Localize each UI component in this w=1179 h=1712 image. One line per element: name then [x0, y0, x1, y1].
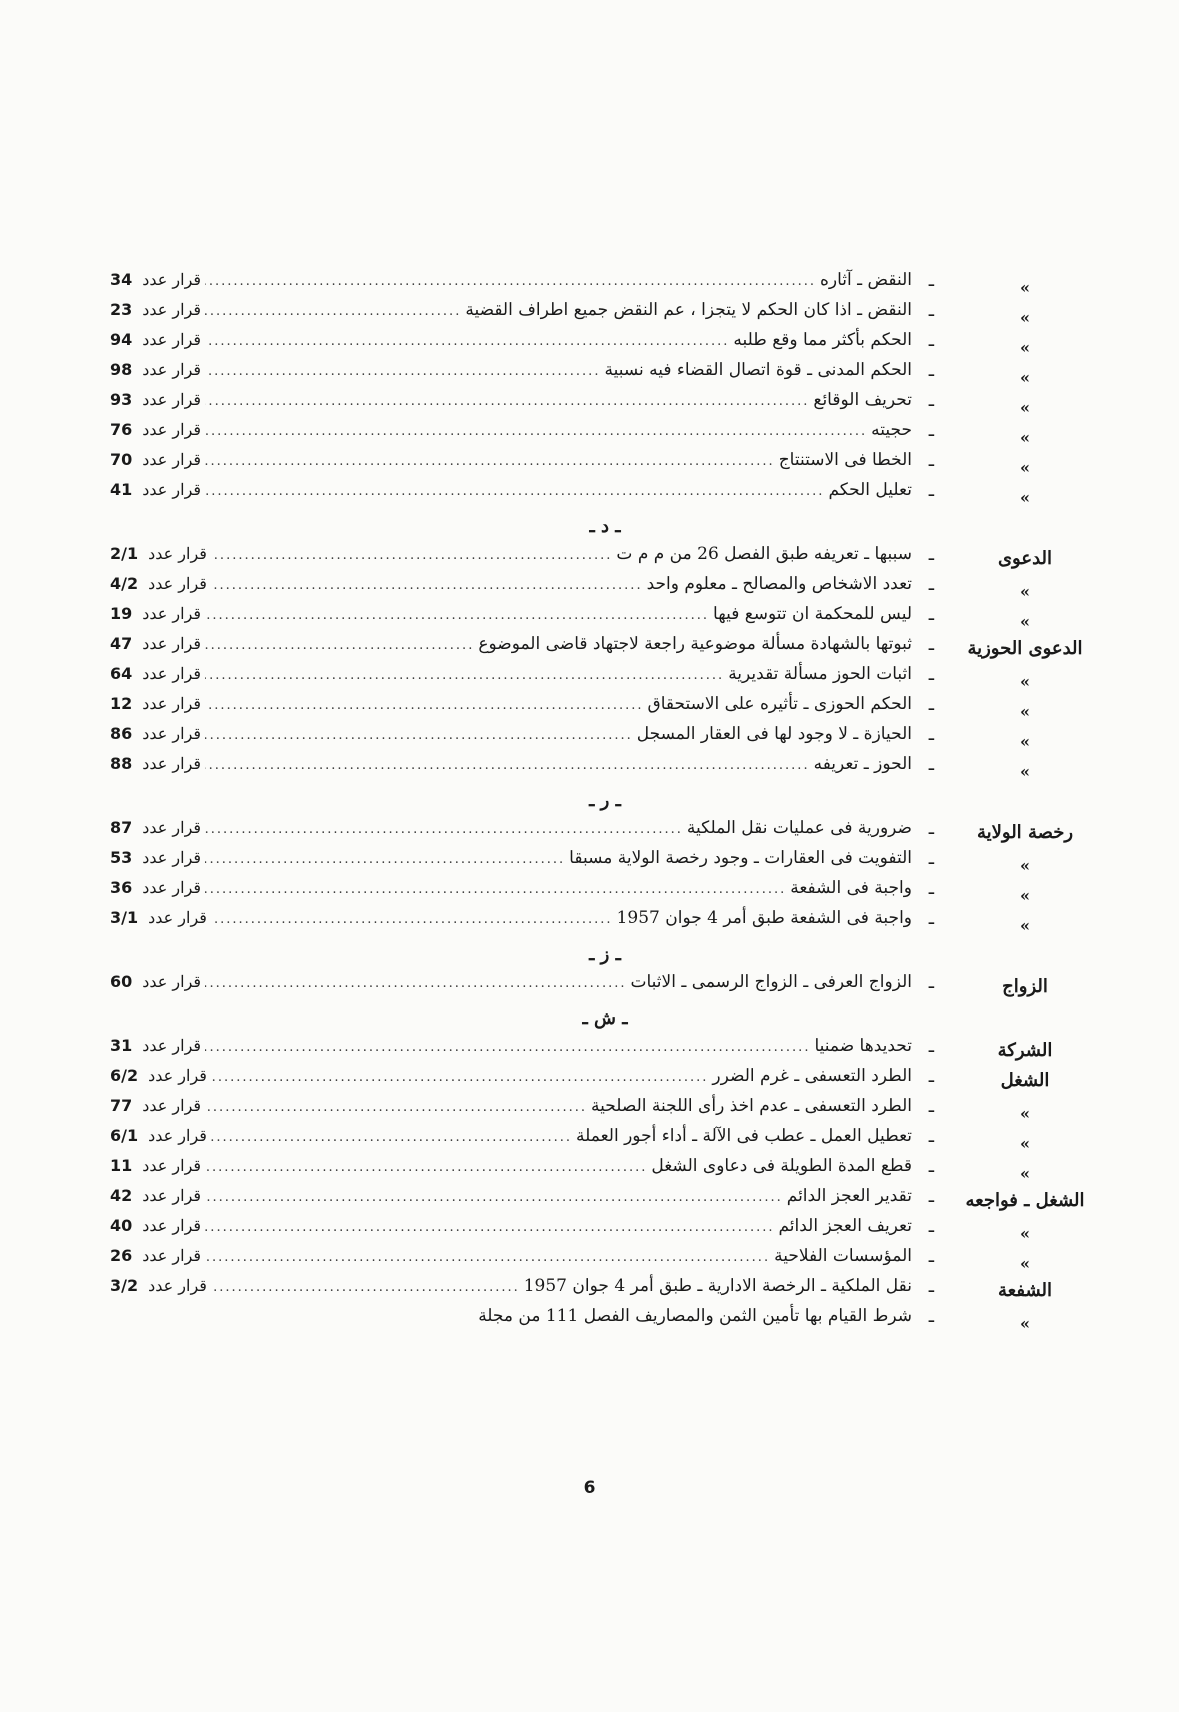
- entry-description: تعليل الحكم: [828, 480, 912, 500]
- decision-reference: [110, 1096, 201, 1115]
- entry-dash: ـ: [928, 1036, 934, 1057]
- entry-body: [110, 1126, 912, 1146]
- entry-description: الحكم المدنى ـ قوة اتصال القضاء فيه نسبية: [604, 360, 912, 380]
- index-entry: [110, 1156, 1090, 1186]
- decision-label: قرار عدد: [142, 664, 202, 683]
- decision-label: قرار عدد: [142, 330, 202, 349]
- decision-number: 6/2: [110, 1066, 139, 1085]
- leader-dots: [205, 1190, 783, 1205]
- section-letter-heading: ـ د ـ: [589, 516, 621, 537]
- entry-description: الطرد التعسفى ـ عدم اخذ رأى اللجنة الصلحية: [591, 1096, 912, 1116]
- index-entry: [110, 1186, 1090, 1216]
- index-term: الدعوى الحوزية: [967, 638, 1083, 659]
- decision-reference: [110, 664, 201, 683]
- entry-body: [110, 300, 912, 320]
- leader-dots: [205, 304, 461, 319]
- entry-description: تعطيل العمل ـ عطب فى الآلة ـ أداء أجور العملة: [576, 1126, 912, 1146]
- entry-body: [110, 908, 912, 928]
- entry-dash: ـ: [928, 330, 934, 351]
- entry-description: الحوز ـ تعريفه: [813, 754, 912, 774]
- entry-dash: ـ: [928, 480, 934, 501]
- entry-body: [110, 1276, 912, 1296]
- entry-dash: ـ: [928, 664, 934, 685]
- entry-description: تقدير العجز الدائم: [786, 1186, 912, 1206]
- entry-dash: ـ: [928, 270, 934, 291]
- index-entry: [110, 450, 1090, 480]
- leader-dots: [205, 668, 724, 683]
- decision-reference: [110, 1246, 201, 1265]
- index-entry: [110, 604, 1090, 634]
- entry-description: تحديدها ضمنيا: [814, 1036, 912, 1056]
- entry-description: واجبة فى الشفعة طبق أمر 4 جوان 1957: [616, 908, 912, 928]
- decision-label: قرار عدد: [142, 450, 202, 469]
- entry-body: [110, 420, 912, 440]
- decision-reference: [110, 420, 201, 439]
- decision-number: 11: [110, 1156, 133, 1175]
- decision-number: 36: [110, 878, 133, 897]
- decision-label: قرار عدد: [142, 724, 202, 743]
- entry-dash: ـ: [928, 1306, 934, 1327]
- entry-dash: ـ: [928, 1156, 934, 1177]
- index-term: الشركة: [997, 1040, 1053, 1061]
- decision-label: قرار عدد: [142, 878, 202, 897]
- decision-reference: [110, 848, 201, 867]
- leader-dots: [205, 394, 809, 409]
- leader-dots: [211, 578, 643, 593]
- decision-reference: [110, 1156, 201, 1175]
- index-entry: [110, 818, 1090, 848]
- decision-reference: [110, 634, 201, 653]
- ditto-mark: »: [1020, 368, 1030, 387]
- decision-reference: [110, 604, 201, 623]
- decision-reference: [110, 390, 201, 409]
- decision-label: قرار عدد: [148, 1276, 207, 1295]
- decision-number: 93: [110, 390, 133, 409]
- entry-dash: ـ: [928, 818, 934, 839]
- entry-dash: ـ: [928, 848, 934, 869]
- ditto-mark: »: [1020, 1254, 1030, 1273]
- decision-number: 87: [110, 818, 133, 837]
- entry-dash: ـ: [928, 1276, 934, 1297]
- decision-reference: [110, 694, 201, 713]
- ditto-mark: »: [1020, 762, 1030, 781]
- leader-dots: [205, 1160, 647, 1175]
- entry-description: تعريف العجز الدائم: [778, 1216, 912, 1236]
- leader-dots: [205, 822, 683, 837]
- entry-description: تعدد الاشخاص والمصالح ـ معلوم واحد: [646, 574, 912, 594]
- entry-description: الزواج العرفى ـ الزواج الرسمى ـ الاثبات: [630, 972, 912, 992]
- leader-dots: [205, 334, 729, 349]
- leader-dots: [205, 728, 633, 743]
- ditto-mark: »: [1020, 458, 1030, 477]
- index-term: الزواج: [1002, 976, 1048, 997]
- entry-description: المؤسسات الفلاحية: [774, 1246, 912, 1266]
- decision-reference: [110, 1186, 201, 1205]
- entry-description: الحيازة ـ لا وجود لها فى العقار المسجل: [636, 724, 912, 744]
- index-entry: [110, 1216, 1090, 1246]
- entry-description: الطرد التعسفى ـ غرم الضرر: [712, 1066, 912, 1086]
- decision-label: قرار عدد: [142, 420, 202, 439]
- decision-reference: [110, 878, 201, 897]
- entry-dash: ـ: [928, 972, 934, 993]
- decision-number: 41: [110, 480, 133, 499]
- ditto-mark: »: [1020, 1164, 1030, 1183]
- entry-description: تحريف الوقائع: [813, 390, 912, 410]
- entry-description: الحكم بأكثر مما وقع طلبه: [733, 330, 912, 350]
- decision-label: قرار عدد: [148, 574, 207, 593]
- entry-body: [110, 754, 912, 774]
- entry-description: الحكم الحوزى ـ تأثيره على الاستحقاق: [647, 694, 912, 714]
- decision-number: 60: [110, 972, 133, 991]
- index-entry: [110, 390, 1090, 420]
- entry-body: [110, 1066, 912, 1086]
- entry-dash: ـ: [928, 604, 934, 625]
- leader-dots: [205, 758, 810, 773]
- index-entry: [110, 754, 1090, 784]
- entry-body: [110, 450, 912, 470]
- decision-number: 31: [110, 1036, 133, 1055]
- decision-reference: [110, 1066, 207, 1085]
- entry-body: [110, 724, 912, 744]
- entry-body: [110, 848, 912, 868]
- decision-label: قرار عدد: [148, 1126, 207, 1145]
- entry-body: [110, 1186, 912, 1206]
- decision-label: قرار عدد: [142, 300, 202, 319]
- entry-dash: ـ: [928, 1126, 934, 1147]
- ditto-mark: »: [1020, 428, 1030, 447]
- entry-description: حجيته: [871, 420, 912, 440]
- entry-description: ليس للمحكمة ان تتوسع فيها: [713, 604, 912, 624]
- index-entry: [110, 1066, 1090, 1096]
- entry-dash: ـ: [928, 634, 934, 655]
- decision-reference: [110, 1306, 120, 1325]
- entry-dash: ـ: [928, 420, 934, 441]
- decision-number: 53: [110, 848, 133, 867]
- index-entry: [110, 1306, 1090, 1336]
- ditto-mark: »: [1020, 1104, 1030, 1123]
- entry-body: [110, 1216, 912, 1236]
- leader-dots: [205, 852, 565, 867]
- entry-body: [110, 1036, 912, 1056]
- decision-label: قرار عدد: [142, 754, 202, 773]
- entry-dash: ـ: [928, 544, 934, 565]
- decision-reference: [110, 1276, 207, 1295]
- decision-reference: [110, 818, 201, 837]
- leader-dots: [205, 484, 824, 499]
- ditto-mark: »: [1020, 582, 1030, 601]
- index-entry: [110, 1096, 1090, 1126]
- entry-description: سببها ـ تعريفه طبق الفصل 26 من م م ت: [616, 544, 912, 564]
- leader-dots: [211, 548, 612, 563]
- entry-dash: ـ: [928, 390, 934, 411]
- decision-label: قرار عدد: [142, 1216, 202, 1235]
- index-entry: [110, 300, 1090, 330]
- index-entry: [110, 878, 1090, 908]
- index-entry: [110, 724, 1090, 754]
- entry-body: [110, 818, 912, 838]
- decision-number: 76: [110, 420, 133, 439]
- decision-label: قرار عدد: [142, 1036, 202, 1055]
- index-term: الشغل ـ فواجعه: [965, 1190, 1085, 1211]
- decision-label: قرار عدد: [142, 694, 202, 713]
- decision-number: 4/2: [110, 574, 139, 593]
- index-entry: [110, 420, 1090, 450]
- entry-description: النقض ـ اذا كان الحكم لا يتجزا ، عم النقض جميع اطراف القضية: [465, 300, 912, 320]
- decision-reference: [110, 330, 201, 349]
- decision-reference: [110, 1036, 201, 1055]
- leader-dots: [205, 364, 600, 379]
- entry-dash: ـ: [928, 1096, 934, 1117]
- index-entries: [110, 270, 1090, 1336]
- entry-body: [110, 270, 912, 290]
- entry-body: [110, 574, 912, 594]
- decision-number: 98: [110, 360, 133, 379]
- decision-reference: [110, 908, 207, 927]
- decision-reference: [110, 1216, 201, 1235]
- entry-description: ثبوتها بالشهادة مسألة موضوعية راجعة لاجتهاد قاضى الموضوع: [478, 634, 912, 654]
- decision-label: قرار عدد: [148, 544, 207, 563]
- leader-dots: [205, 638, 474, 653]
- decision-label: قرار عدد: [142, 360, 202, 379]
- decision-reference: [110, 972, 201, 991]
- index-entry: [110, 1276, 1090, 1306]
- entry-description: النقض ـ آثاره: [820, 270, 912, 290]
- decision-label: قرار عدد: [142, 1156, 202, 1175]
- decision-number: 23: [110, 300, 133, 319]
- index-term: الشغل: [1000, 1070, 1050, 1091]
- decision-label: قرار عدد: [142, 1246, 202, 1265]
- decision-reference: [110, 270, 201, 289]
- ditto-mark: »: [1020, 1224, 1030, 1243]
- leader-dots: [211, 1070, 708, 1085]
- decision-label: قرار عدد: [142, 1186, 202, 1205]
- entry-body: [110, 1096, 912, 1116]
- ditto-mark: »: [1020, 1314, 1030, 1333]
- index-entry: [110, 664, 1090, 694]
- entry-dash: ـ: [928, 1066, 934, 1087]
- entry-body: [110, 972, 912, 992]
- entry-description: شرط القيام بها تأمين الثمن والمصاريف الفصل 111 من مجلة: [478, 1306, 912, 1326]
- entry-body: [110, 694, 912, 714]
- leader-dots: [205, 1250, 770, 1265]
- decision-number: 19: [110, 604, 133, 623]
- entry-dash: ـ: [928, 300, 934, 321]
- index-entry: [110, 972, 1090, 1002]
- entry-description: واجبة فى الشفعة: [790, 878, 912, 898]
- entry-body: [110, 1306, 912, 1326]
- index-entry: [110, 908, 1090, 938]
- index-entry: [110, 1036, 1090, 1066]
- leader-dots: [211, 1130, 572, 1145]
- decision-number: 40: [110, 1216, 133, 1235]
- decision-label: قرار عدد: [142, 634, 202, 653]
- leader-dots: [205, 1040, 810, 1055]
- entry-description: ضرورية فى عمليات نقل الملكية: [686, 818, 912, 838]
- index-entry: [110, 270, 1090, 300]
- index-entry: [110, 544, 1090, 574]
- entry-dash: ـ: [928, 724, 934, 745]
- decision-number: 12: [110, 694, 133, 713]
- entry-body: [110, 634, 912, 654]
- decision-reference: [110, 480, 201, 499]
- index-term: الدعوى: [997, 548, 1053, 569]
- entry-description: اثبات الحوز مسألة تقديرية: [728, 664, 912, 684]
- decision-number: 70: [110, 450, 133, 469]
- decision-number: 3/1: [110, 908, 139, 927]
- leader-dots: [205, 608, 709, 623]
- decision-number: 94: [110, 330, 133, 349]
- entry-body: [110, 878, 912, 898]
- leader-dots: [211, 912, 613, 927]
- ditto-mark: »: [1020, 1134, 1030, 1153]
- decision-label: قرار عدد: [142, 972, 202, 991]
- decision-number: 42: [110, 1186, 133, 1205]
- ditto-mark: »: [1020, 732, 1030, 751]
- ditto-mark: »: [1020, 672, 1030, 691]
- ditto-mark: »: [1020, 702, 1030, 721]
- ditto-mark: »: [1020, 488, 1030, 507]
- entry-dash: ـ: [928, 1246, 934, 1267]
- ditto-mark: »: [1020, 856, 1030, 875]
- decision-reference: [110, 574, 207, 593]
- ditto-mark: »: [1020, 886, 1030, 905]
- index-entry: [110, 1246, 1090, 1276]
- index-entry: [110, 330, 1090, 360]
- decision-reference: [110, 360, 201, 379]
- decision-label: قرار عدد: [142, 480, 202, 499]
- index-entry: [110, 480, 1090, 510]
- section-letter-heading: ـ ش ـ: [582, 1008, 628, 1029]
- index-entry: [110, 574, 1090, 604]
- entry-dash: ـ: [928, 1216, 934, 1237]
- decision-number: 3/2: [110, 1276, 139, 1295]
- entry-dash: ـ: [928, 574, 934, 595]
- index-entry: [110, 848, 1090, 878]
- decision-number: 26: [110, 1246, 133, 1265]
- decision-reference: [110, 300, 201, 319]
- leader-dots: [205, 424, 867, 439]
- entry-dash: ـ: [928, 908, 934, 929]
- decision-number: 88: [110, 754, 133, 773]
- leader-dots: [205, 1220, 774, 1235]
- ditto-mark: »: [1020, 278, 1030, 297]
- index-entry: [110, 694, 1090, 724]
- leader-dots: [205, 882, 786, 897]
- ditto-mark: »: [1020, 916, 1030, 935]
- leader-dots: [205, 976, 626, 991]
- decision-label: قرار عدد: [142, 818, 202, 837]
- entry-body: [110, 1156, 912, 1176]
- entry-body: [110, 664, 912, 684]
- decision-number: 47: [110, 634, 133, 653]
- index-entry: [110, 1126, 1090, 1156]
- leader-dots: [205, 454, 775, 469]
- decision-reference: [110, 754, 201, 773]
- ditto-mark: »: [1020, 308, 1030, 327]
- entry-body: [110, 544, 912, 564]
- decision-label: قرار عدد: [142, 390, 202, 409]
- entry-body: [110, 480, 912, 500]
- entry-body: [110, 1246, 912, 1266]
- decision-reference: [110, 450, 201, 469]
- decision-number: 6/1: [110, 1126, 139, 1145]
- decision-reference: [110, 544, 207, 563]
- entry-body: [110, 360, 912, 380]
- decision-label: قرار عدد: [142, 1096, 202, 1115]
- index-entry: [110, 634, 1090, 664]
- index-term: رخصة الولاية: [976, 822, 1074, 843]
- entry-body: [110, 604, 912, 624]
- entry-description: الخطا فى الاستنتاج: [778, 450, 912, 470]
- decision-label: قرار عدد: [142, 604, 202, 623]
- entry-description: نقل الملكية ـ الرخصة الادارية ـ طبق أمر 4 جوان 1957: [523, 1276, 912, 1296]
- entry-body: [110, 390, 912, 410]
- decision-number: 77: [110, 1096, 133, 1115]
- page-number: 6: [583, 1478, 596, 1498]
- entry-dash: ـ: [928, 878, 934, 899]
- entry-dash: ـ: [928, 694, 934, 715]
- leader-dots: [205, 274, 816, 289]
- decision-number: 86: [110, 724, 133, 743]
- decision-label: قرار عدد: [142, 848, 202, 867]
- decision-reference: [110, 724, 201, 743]
- ditto-mark: »: [1020, 398, 1030, 417]
- decision-number: 2/1: [110, 544, 139, 563]
- entry-body: [110, 330, 912, 350]
- entry-dash: ـ: [928, 360, 934, 381]
- index-term: الشفعة: [998, 1280, 1052, 1301]
- ditto-mark: »: [1020, 612, 1030, 631]
- section-letter-heading: ـ ر ـ: [589, 790, 621, 811]
- decision-label: قرار عدد: [142, 270, 202, 289]
- entry-dash: ـ: [928, 450, 934, 471]
- decision-number: 64: [110, 664, 133, 683]
- decision-label: قرار عدد: [148, 908, 207, 927]
- leader-dots: [205, 1100, 587, 1115]
- decision-label: قرار عدد: [148, 1066, 207, 1085]
- entry-dash: ـ: [928, 1186, 934, 1207]
- decision-reference: [110, 1126, 207, 1145]
- index-entry: [110, 360, 1090, 390]
- entry-description: قطع المدة الطويلة فى دعاوى الشغل: [651, 1156, 912, 1176]
- entry-description: التفويت فى العقارات ـ وجود رخصة الولاية مسبقا: [569, 848, 912, 868]
- leader-dots: [205, 698, 643, 713]
- section-letter-heading: ـ ز ـ: [589, 944, 621, 965]
- leader-dots: [211, 1280, 520, 1295]
- decision-number: 34: [110, 270, 133, 289]
- ditto-mark: »: [1020, 338, 1030, 357]
- entry-dash: ـ: [928, 754, 934, 775]
